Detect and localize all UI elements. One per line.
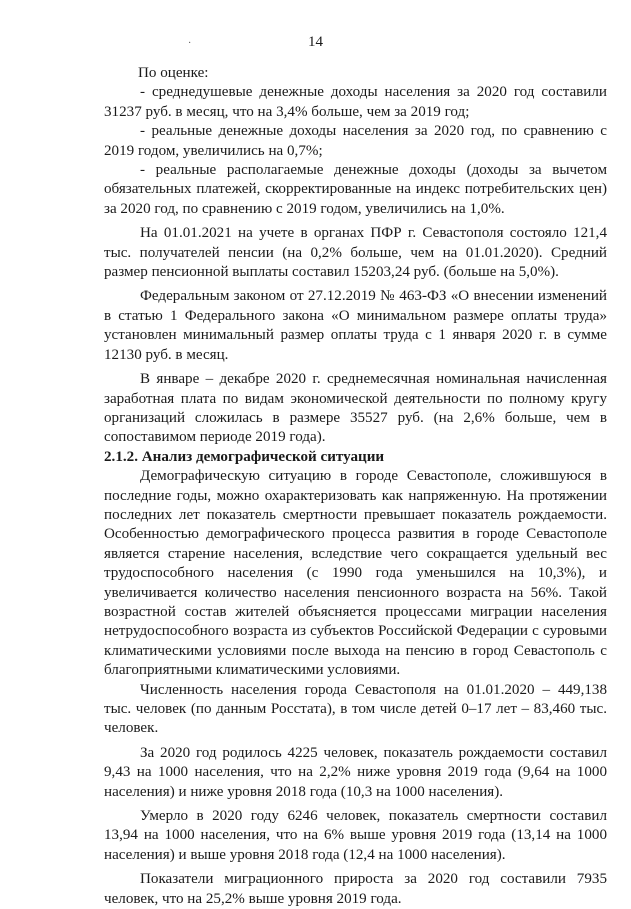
paragraph: - реальные располагаемые денежные доходы (доходы за вычетом обязательных платежей, скорректированные на индекс потребительских цен) за 2020 год, по сравнению с 2019 годом, увеличились на 1,0%. [104,162,607,217]
paragraph: Демографическую ситуацию в городе Севастополе, сложившуюся в последние годы, можно охарактеризовать как напряженную. На протяжении последних лет показатель смертности превышает показатель рождаемости. Особенностью демографического процесса развития в городе Севастополе является старение населения, вследствие чего сокращается удельный вес трудоспособного населения (с 1990 года уменьшился на 10,3%), и увеличивается количество населения пенсионного возраста на 56%. Такой возрастной состав жителей объясняется процессами миграции населения нетрудоспособного возраста из субъектов Российской Федерации с суровыми климатическими условиями после выхода на пенсию в город Севастополь с благоприятными климатическими условиями. [104,468,607,679]
document-body [104,64,607,909]
paragraph: Федеральным законом от 27.12.2019 № 463-ФЗ «О внесении изменений в статью 1 Федерального закона «О минимальном размере оплаты труда» установлен минимальный размер оплаты труда с 1 января 2020 г. в сумме 12130 руб. в месяц. [104,288,607,363]
paragraph: - среднедушевые денежные доходы населения за 2020 год составили 31237 руб. в месяц, что на 3,4% больше, чем за 2019 год; [104,84,607,120]
paragraph: Умерло в 2020 году 6246 человек, показатель смертности составил 13,94 на 1000 населения, что на 6% выше уровня 2019 года (13,14 на 1000 населения) и выше уровня 2018 года (12,4 на 1000 населения). [104,808,607,863]
paragraph: За 2020 год родилось 4225 человек, показатель рождаемости составил 9,43 на 1000 населения, что на 2,2% ниже уровня 2019 года (9,64 на 1000 населения) и ниже уровня 2018 года (10,3 на 1000 населения). [104,744,607,800]
paragraph: Показатели миграционного прироста за 2020 год составили 7935 человек, что на 25,2% выше уровня 2019 года. [104,871,607,907]
paragraph: На 01.01.2021 на учете в органах ПФР г. Севастополя состояло 121,4 тыс. получателей пенсии (на 0,2% больше, чем на 01.01.2020). Средний размер пенсионной выплаты составил 15203,24 руб. (больше на 5,0%). [104,225,607,281]
paragraph: По оценке: [138,65,209,81]
paragraph: В январе – декабре 2020 г. среднемесячная номинальная начисленная заработная плата по видам экономической деятельности по полному кругу организаций сложилась в размере 35527 руб. (на 2,6% больше, чем в сопоставимом периоде 2019 года). [104,371,607,446]
scan-speck: · [188,38,192,49]
section-heading: 2.1.2. Анализ демографической ситуации [104,448,385,465]
paragraph: - реальные денежные доходы населения за 2020 год, по сравнению с 2019 годом, увеличились на 0,7%; [104,123,607,159]
paragraph: Численность населения города Севастополя на 01.01.2020 – 449,138 тыс. человек (по данным Росстата), в том числе детей 0–17 лет – 83,460 тыс. человек. [104,681,607,737]
page-number: 14 [308,34,323,50]
